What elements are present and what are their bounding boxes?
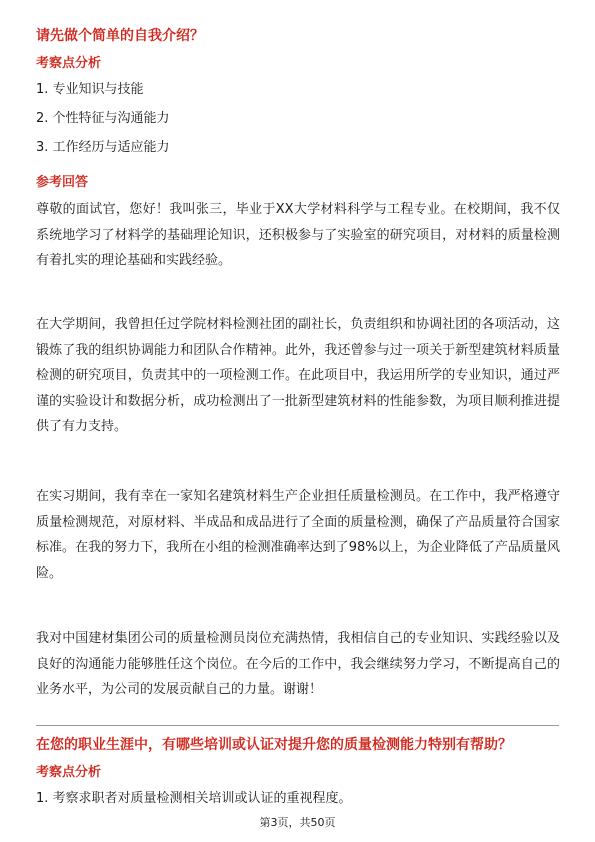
- section-divider: [36, 725, 559, 726]
- analysis-heading: 考察点分析: [36, 56, 102, 71]
- question-title: 请先做个简单的自我介绍？: [36, 28, 204, 44]
- question-title: 在您的职业生涯中，有哪些培训或认证对提升您的质量检测能力特别有帮助？: [36, 737, 512, 753]
- analysis-heading: 考察点分析: [36, 765, 102, 780]
- analysis-item: 1. 专业知识与技能: [36, 82, 144, 97]
- answer-paragraph: 我对中国建材集团公司的质量检测员岗位充满热情，我相信自己的专业知识、实践经验以及良好的沟通能力能够胜任这个岗位。在今后的工作中，我会继续努力学习，不断提高自己的业务水平，为公司的发展贡献自己的力量。谢谢！: [36, 631, 560, 697]
- answer-heading: 参考回答: [36, 175, 89, 190]
- answer-paragraph: 尊敬的面试官，您好！我叫张三，毕业于XX大学材料科学与工程专业。在校期间，我不仅系统地学习了材料学的基础理论知识，还积极参与了实验室的研究项目，对材料的质量检测有着扎实的理论基础和实践经验。: [36, 202, 560, 268]
- answer-paragraph: 在实习期间，我有幸在一家知名建筑材料生产企业担任质量检测员。在工作中，我严格遵守质量检测规范，对原材料、半成品和成品进行了全面的质量检测，确保了产品质量符合国家标准。在我的努力下，我所在小组的检测准确率达到了98%以上，为企业降低了产品质量风险。: [36, 489, 560, 581]
- analysis-item: 1. 考察求职者对质量检测相关培训或认证的重视程度。: [36, 791, 352, 806]
- analysis-item: 2. 个性特征与沟通能力: [36, 111, 170, 126]
- page-number: 第3页，共50页: [259, 816, 336, 829]
- analysis-item: 3. 工作经历与适应能力: [36, 140, 170, 155]
- answer-paragraph: 在大学期间，我曾担任过学院材料检测社团的副社长，负责组织和协调社团的各项活动，这锻炼了我的组织协调能力和团队合作精神。此外，我还曾参与过一项关于新型建筑材料质量检测的研究项目，负责其中的一项检测工作。在此项目中，我运用所学的专业知识，通过严谨的实验设计和数据分析，成功检测出了一批新型建筑材料的性能参数，为项目顺利推进提供了有力支持。: [36, 317, 560, 434]
